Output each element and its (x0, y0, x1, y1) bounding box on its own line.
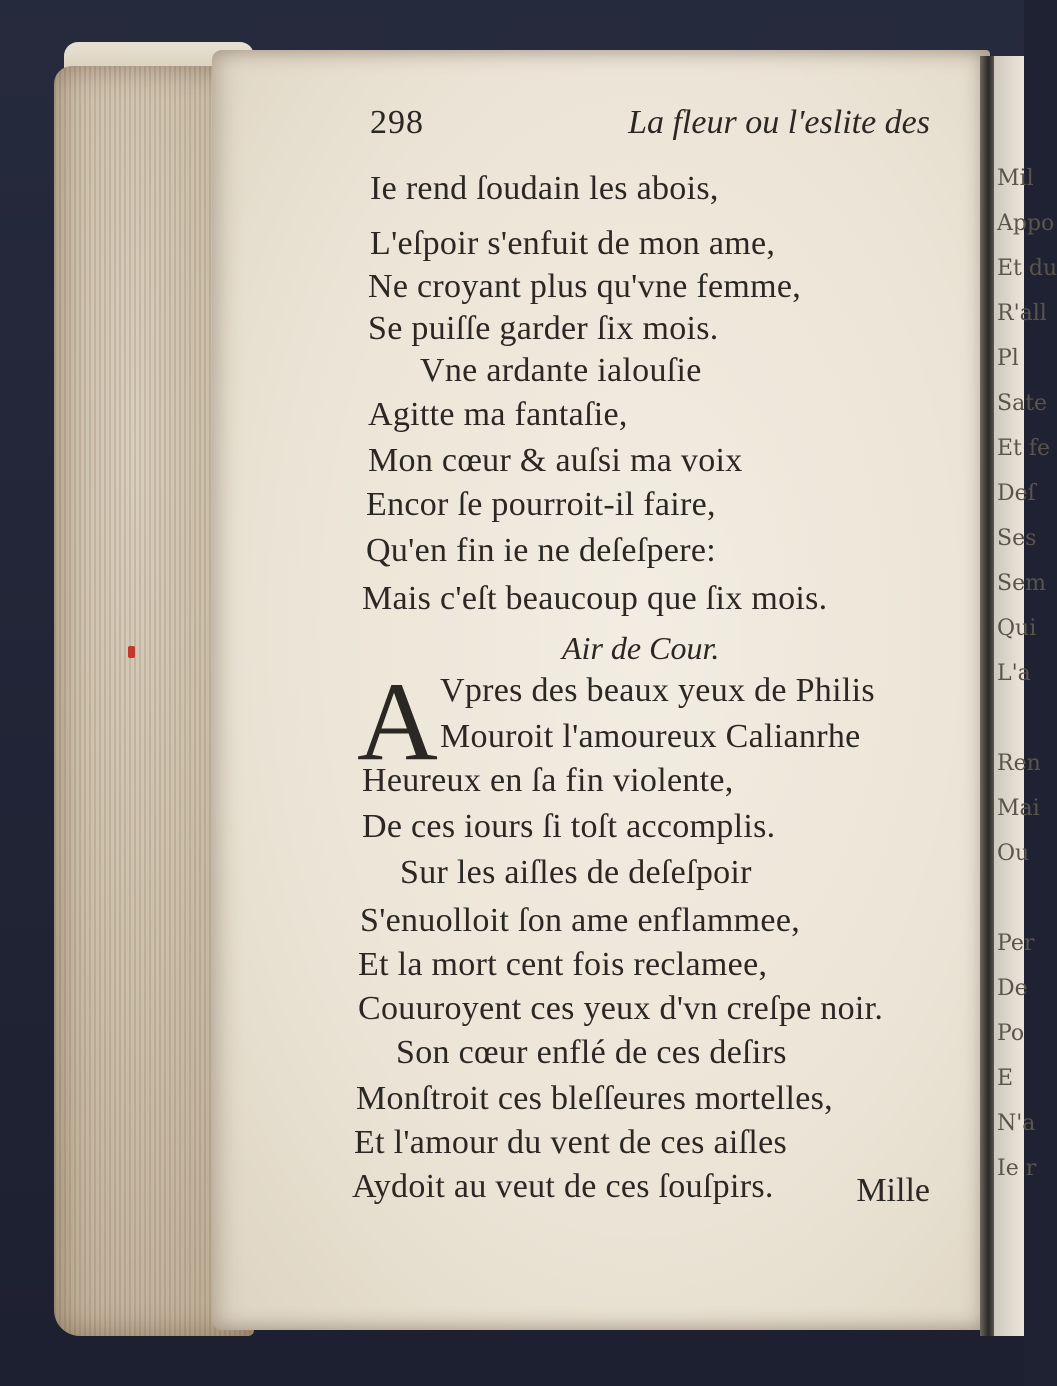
drop-cap: A (357, 660, 438, 784)
running-title: La fleur ou l'eslite des (628, 104, 930, 141)
verse-line: Se puiſſe garder ſix mois. (368, 310, 719, 347)
verse-line: Qu'en fin ie ne deſeſpere: (366, 532, 716, 569)
verse-line: Mon cœur & auſsi ma voix (368, 442, 743, 479)
section-title: Air de Cour. (562, 630, 720, 666)
binding-gutter (980, 56, 994, 1336)
catchword: Mille (856, 1172, 930, 1209)
verse-line: Mais c'eſt beaucoup que ſix mois. (362, 580, 828, 617)
page-number: 298 (370, 104, 424, 141)
left-page (212, 50, 990, 1330)
verse-line: Monſtroit ces bleſſeures mortelles, (356, 1080, 833, 1117)
facing-page-edge (994, 56, 1057, 1336)
verse-line: Ie rend ſoudain les abois, (370, 170, 719, 207)
verse-line: Et la mort cent fois reclamee, (358, 946, 768, 983)
red-ink-mark (128, 646, 135, 658)
verse-line: Sur les aiſles de deſeſpoir (400, 854, 752, 891)
verse-line: Encor ſe pourroit-il faire, (366, 486, 716, 523)
verse-line: Couuroyent ces yeux d'vn creſpe noir. (358, 990, 884, 1027)
verse-line: Et l'amour du vent de ces aiſles (354, 1124, 788, 1161)
page-header (370, 104, 930, 142)
verse-line: Aydoit au veut de ces ſouſpirs. (352, 1168, 774, 1205)
facing-page-text: Mil Appo Et du R'all Pl Sate Et fe Deſ Ses Sem Qui L'a Ren Mai Ou Per De Po E N'a Ie r (997, 166, 1057, 1181)
verse-line: L'eſpoir s'enfuit de mon ame, (370, 225, 776, 262)
page-text (212, 50, 990, 1330)
verse-line: Agitte ma fantaſie, (368, 396, 628, 433)
verse-line: Heureux en ſa fin violente, (362, 762, 734, 799)
verse-line: S'enuolloit ſon ame enflammee, (360, 902, 801, 939)
verse-line: Vne ardante ialouſie (420, 352, 702, 389)
verse-line: Son cœur enflé de ces deſirs (396, 1034, 787, 1071)
verse-line: Vpres des beaux yeux de Philis (440, 672, 875, 709)
book (40, 36, 1057, 1336)
verse-line: De ces iours ſi toſt accomplis. (362, 808, 776, 845)
verse-line: Mouroit l'amoureux Calianrhe (440, 718, 861, 755)
verse-line: Ne croyant plus qu'vne femme, (368, 268, 802, 305)
